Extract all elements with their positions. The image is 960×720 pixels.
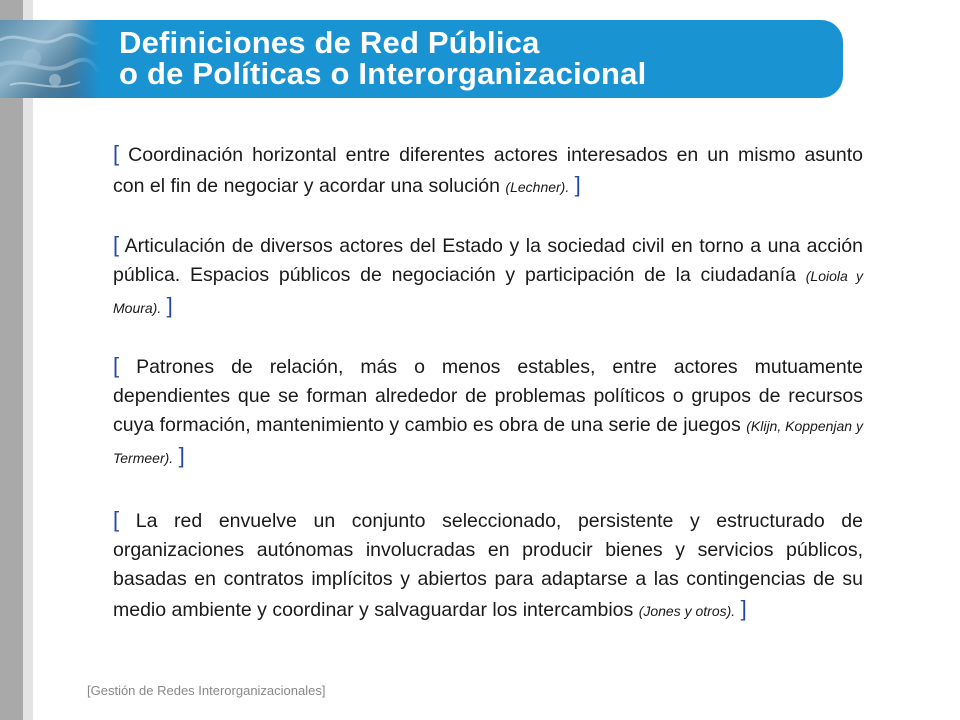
open-bracket: [ [113, 232, 120, 257]
close-bracket: ] [740, 596, 747, 621]
definition-text: Coordinación horizontal entre diferentes actores interesados en un mismo asunto con el fin de negociar y acordar una solución [113, 144, 863, 197]
header-thumbnail-image [0, 20, 100, 98]
page-title-line-2: o de Políticas o Interorganizacional [119, 56, 647, 91]
definition-citation: (Klijn, Koppenjan y Termeer). [113, 418, 863, 466]
left-bar [0, 0, 23, 720]
open-bracket: [ [113, 507, 120, 532]
definition-item [113, 139, 863, 202]
definition-item [113, 505, 863, 626]
definition-text: Articulación de diversos actores del Estado y la sociedad civil en torno a una acción pública. Espacios públicos de negociación y participación de la ciudadanía [113, 235, 863, 286]
definition-text: La red envuelve un conjunto seleccionado, persistente y estructurado de organizaciones autónomas involucradas en producir bienes y servicios públicos, basadas en contratos implícitos y abiertos para adaptarse a las contingencias de su medio ambiente y coordinar y salvaguardar los intercambios [113, 510, 863, 621]
page-title-line-1: Definiciones de Red Pública [119, 25, 540, 60]
definition-item [113, 230, 863, 323]
close-bracket: ] [166, 293, 173, 318]
definition-item [113, 351, 863, 473]
close-bracket: ] [574, 172, 581, 197]
water-texture-icon [0, 20, 100, 98]
definition-text: Patrones de relación, más o menos estables, entre actores mutuamente dependientes que se forman alrededor de problemas políticos o grupos de recursos cuya formación, mantenimiento y cambio es obra de una serie de juegos [113, 356, 864, 436]
definition-citation: (Jones y otros). [638, 603, 736, 619]
footer-label: [Gestión de Redes Interorganizacionales] [87, 683, 326, 698]
open-bracket: [ [113, 353, 120, 378]
open-bracket: [ [113, 141, 120, 166]
close-bracket: ] [178, 443, 185, 468]
definition-citation: (Loiola y Moura). [113, 268, 864, 316]
definition-citation: (Lechner). [505, 179, 570, 195]
definitions-list [113, 139, 863, 626]
header-banner [0, 20, 843, 98]
left-bar-light [23, 0, 33, 720]
page-title [119, 27, 646, 89]
